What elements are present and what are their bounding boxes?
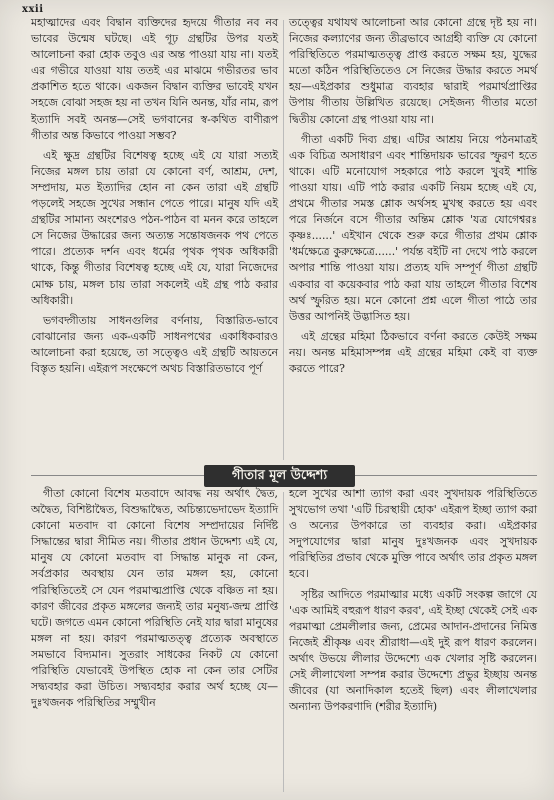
column-divider-lower xyxy=(283,492,284,792)
paragraph: সৃষ্টির আদিতে পরমাত্মার মধ্যে একটি সংকল্প জাগে যে 'এক আমিই বহুরূপ ধারণ করব', এই ইচ্ছা থেকেই সেই এক পরমাত্মা প্রেমলীলার জন্য, প্রেমের আদান-প্রদানের নিমিত্ত নিজেই শ্রীকৃষ্ণ এবং শ্রীরাধা—এই দুই রূপ ধারণ করলেন। অর্থাৎ উভয়ে লীলার উদ্দেশ্যে এক খেলার সৃষ্টি করলেন। সেই লীলাখেলা সম্পন্ন করার উদ্দেশ্যে প্রভুর ইচ্ছায় অনন্ত জীবের (যা অনাদিকাল হতেই ছিল) এবং লীলাখেলার অন্যান্য উপকরণাদি (শরীর ইত্যাদি) xyxy=(289,587,537,714)
paragraph: গীতা কোনো বিশেষ মতবাদে আবদ্ধ নয় অর্থাৎ দ্বৈত, অদ্বৈত, বিশিষ্টাদ্বৈত, বিশুদ্ধাদ্বৈত, অচিন্ত্যভেদাভেদ ইত্যাদি কোনো মতবাদ বা কোনো বিশেষ সম্প্রদায়ের নির্দিষ্ট সিদ্ধান্তের দ্বারা সীমিত নয়। গীতার প্রধান উদ্দেশ্য এই যে, মানুষ যে কোনো মতবাদ বা সিদ্ধান্ত মানুক না কেন, সর্বপ্রকার অবস্থায় যেন তার মঙ্গল হয়, কোনো পরিস্থিতিতেই সে যেন পরমাত্মপ্রাপ্তি থেকে বঞ্চিত না হয়। কারণ জীবের প্রকৃত মঙ্গলের জন্যই তার মনুষ্য-জন্ম প্রাপ্তি ঘটে। জগতে এমন কোনো পরিস্থিতি নেই যার দ্বারা মানুষের মঙ্গল না হয়। কারণ পরমাত্মতত্ত্ব প্রত্যেক অবস্থাতে সমভাবে বিদ্যমান। সুতরাং সাধকের নিকট যে কোনো পরিস্থিতি যেভাবেই উপস্থিত হোক না কেন তার সেটির সদ্ব্যবহার করা উচিত। সদ্ব্যবহার করার অর্থ হচ্ছে যে—দুঃখজনক পরিস্থিতির সম্মুখীন xyxy=(31,487,278,710)
paragraph: মহাত্মাদের এবং বিদ্বান ব্যক্তিদের হৃদয়ে গীতার নব নব ভাবের উন্মেষ ঘটছে। এই গূঢ় গ্রন্থটির উপর যতই আলোচনা করা হোক তবুও এর অন্ত পাওয়া যায় না। যতই এর গভীরে যাওয়া যায় ততই এর মাঝমে গভীরতর ভাব প্রকাশিত হতে থাকে। একজন বিদ্বান ব্যক্তির ভাবেই যখন সহজে বোঝা সহজ হয় না তখন যিনি অনন্ত, যাঁর নাম, রূপ ইত্যাদি সবই অনন্ত—সেই ভগবানের স্ব-কথিত বাণীরূপ গীতার অন্ত কিভাবে পাওয়া সম্ভব? xyxy=(31,16,278,142)
upper-left-column xyxy=(31,15,278,381)
paragraph: এই গ্রন্থের মহিমা ঠিকভাবে বর্ণনা করতে কেউই সক্ষম নয়। অনন্ত মহিমাসম্পন্ন এই গ্রন্থের মহিমা কেই বা ব্যক্ত করতে পারে? xyxy=(289,329,537,375)
section-title: গীতার মূল উদ্দেশ্য xyxy=(204,465,355,487)
upper-right-column xyxy=(289,15,537,381)
paragraph: ভগবদ্গীতায় সাধনগুলির বর্ণনায়, বিস্তারিত-ভাবে বোঝানোর জন্য এক-একটি সাধনপথের একাধিকবারও আলোচনা করা হয়েছে, তা সত্ত্বেও এই গ্রন্থটি আয়তনে বিস্তৃত হয়নি। এইরূপ সংক্ষেপে অথচ বিস্তারিতভাবে পূর্ণ xyxy=(31,313,278,375)
page-number: xxii xyxy=(22,4,44,15)
paragraph: হলে সুখের আশা ত্যাগ করা এবং সুখদায়ক পরিস্থিতিতে সুখভোগ তথা 'এটি চিরস্থায়ী হোক' এইরূপ ইচ্ছা ত্যাগ করা ও অন্যের উপকারে তা ব্যবহার করা। এইপ্রকার সদুপযোগের দ্বারা মানুষ দুঃখজনক এবং সুখদায়ক পরিস্থিতির প্রভাব থেকে মুক্তি পাবে অর্থাৎ তার প্রকৃত মঙ্গল হবে। xyxy=(289,487,537,581)
paragraph: এই ক্ষুদ্র গ্রন্থটির বিশেষত্ব হচ্ছে এই যে যারা সত্যই নিজের মঙ্গল চায় তারা যে কোনো বর্ণ, আশ্রম, দেশ, সম্প্রদায়, মত ইত্যাদির হোন না কেন তারা এই গ্রন্থটি পড়লেই সহজে সুখের সন্ধান পেতে পারে। মানুষ যদি এই গ্রন্থটির সামান্য অংশেরও পঠন-পাঠন বা মনন করে তাহলে সে নিজের উদ্ধারের জন্য অত্যন্ত সন্তোষজনক পথ পেতে পারে। প্রত্যেক দর্শন এবং ধর্মের পৃথক পৃথক অধিকারী থাকে, কিন্তু গীতার বিশেষত্ব হচ্ছে এই যে, যারা নিজেদের মোক্ষ চায়, মঙ্গল চায় তারা সকলেই এই গ্রন্থ পাঠ করার অধিকারী। xyxy=(31,148,278,307)
paragraph: গীতা একটি দিব্য গ্রন্থ। এটির আশ্রয় নিয়ে পঠনমাত্রই এক বিচিত্র অসাধারণ এবং শান্তিদায়ক ভাবের স্ফুরণ হতে থাকে। এটি মনোযোগ সহকারে পাঠ করলে খুবই শান্তি পাওয়া যায়। এটি পাঠ করার একটি নিয়ম হচ্ছে এই যে, প্রথমে গীতার সমস্ত শ্লোক অর্থসহ মুখস্থ করতে হয় এবং পরে নির্জনে বসে গীতার অন্তিম শ্লোক 'যত্র যোগেশ্বরঃ কৃষ্ণঃ......' এইখান থেকে শুরু করে গীতার প্রথম শ্লোক 'ধর্মক্ষেত্রে কুরুক্ষেত্রে......' পর্যন্ত বইটি না দেখে পাঠ করলে অপার শান্তি পাওয়া যায়। প্রত্যহ যদি সম্পূর্ণ গীতা গ্রন্থটি একবার বা কয়েকবার পাঠ করা যায় তাহলে গীতার বিশেষ অর্থ স্ফুরিত হয়। মনে কোনো প্রশ্ন এলে গীতা পাঠে তার উত্তর আপনিই উদ্ভাসিত হয়। xyxy=(289,132,537,323)
lower-left-column xyxy=(31,486,278,715)
column-divider-upper xyxy=(283,20,284,460)
paragraph: তত্ত্বের যথাযথ আলোচনা আর কোনো গ্রন্থে দৃষ্ট হয় না। নিজের কল্যাণের জন্য তীব্রভাবে আগ্রহী ব্যক্তি যে কোনো পরিস্থিতিতে পরমাত্মতত্ত্ব প্রাপ্ত করতে সক্ষম হয়, যুদ্ধের মতো কঠিন পরিস্থিতিতেও সে নিজের উদ্ধার করতে সমর্থ হয়—এইপ্রকার শুধুমাত্র ব্যবহার দ্বারাই পরমার্থপ্রাপ্তির উপায় গীতায় উল্লিখিত রয়েছে। সেইজন্য গীতার মতো দ্বিতীয় কোনো গ্রন্থ পাওয়া যায় না। xyxy=(289,16,537,126)
lower-right-column xyxy=(289,486,537,719)
